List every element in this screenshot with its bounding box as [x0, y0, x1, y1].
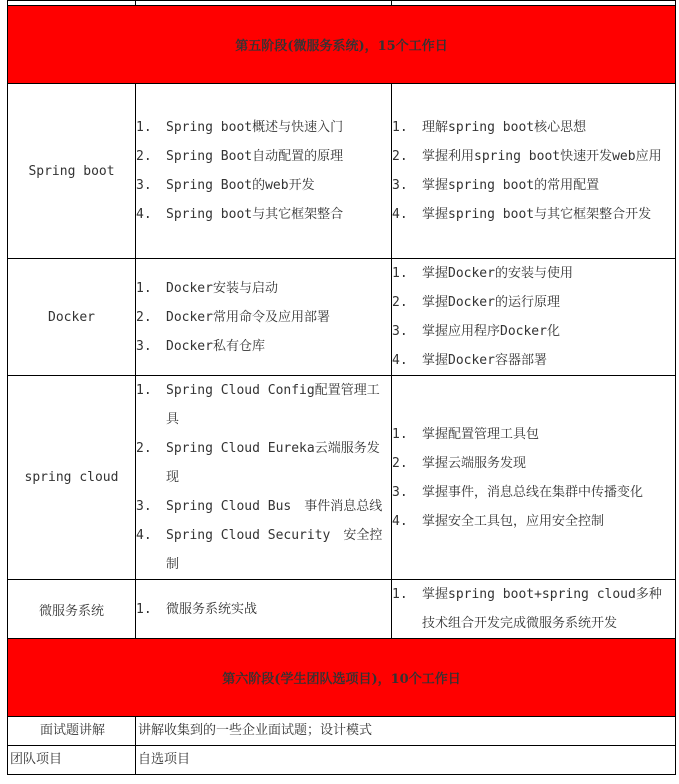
module-goals-cell — [392, 259, 676, 376]
module-goals-cell — [392, 580, 676, 639]
content-list — [136, 113, 391, 229]
module-goals-cell — [392, 376, 676, 580]
list-item: 2. 掌握云端服务发现 — [392, 455, 527, 471]
goals-list — [392, 420, 675, 536]
list-item: 3. 掌握spring boot的常用配置 — [392, 178, 600, 193]
module-name: Spring boot — [8, 84, 136, 259]
row-content: 自选项目 — [136, 746, 676, 775]
list-item: 4. 掌握Docker容器部署 — [392, 353, 547, 368]
list-item: 1. Spring Cloud Config配置管理工具 — [136, 383, 380, 427]
content-list — [136, 376, 391, 579]
module-content-cell — [136, 259, 392, 376]
list-item: 1. 微服务系统实战 — [136, 601, 258, 617]
stage6-header-row — [8, 639, 676, 717]
list-item: 2. Spring Cloud Eureka云端服务发现 — [136, 441, 380, 485]
goals-list — [392, 259, 675, 375]
list-item: 4. 掌握安全工具包，应用安全控制 — [392, 513, 605, 529]
list-item: 2. 掌握利用spring boot快速开发web应用 — [392, 149, 662, 164]
list-item: 2. Spring Boot自动配置的原理 — [136, 149, 344, 164]
list-item: 4. Spring Cloud Security 安全控制 — [136, 528, 383, 572]
list-item: 3. 掌握应用程序Docker化 — [392, 324, 560, 339]
module-content-cell — [136, 84, 392, 259]
content-list — [136, 274, 391, 361]
goals-list — [392, 580, 675, 638]
list-item: 1. 掌握配置管理工具包 — [392, 426, 540, 442]
module-row-microservice-system — [8, 580, 676, 639]
module-content-cell — [136, 376, 392, 580]
stage6-row-interview — [8, 717, 676, 746]
list-item: 3. 掌握事件，消息总线在集群中传播变化 — [392, 484, 644, 500]
row-name: 团队项目 — [8, 746, 136, 775]
content-list — [136, 595, 391, 624]
curriculum-sheet — [7, 0, 675, 775]
row-name: 面试题讲解 — [8, 717, 136, 746]
list-item: 2. Docker常用命令及应用部署 — [136, 309, 330, 325]
list-item: 4. 掌握spring boot与其它框架整合开发 — [392, 207, 652, 222]
stage5-title: 第五阶段(微服务系统)，15个工作日 — [8, 6, 676, 84]
list-item: 1. 掌握Docker的安装与使用 — [392, 266, 573, 281]
list-item: 3. Docker私有仓库 — [136, 338, 265, 354]
module-content-cell — [136, 580, 392, 639]
list-item: 1. Spring boot概述与快速入门 — [136, 120, 344, 135]
goals-list — [392, 113, 675, 229]
module-row-spring-boot — [8, 84, 676, 259]
stage6-title: 第六阶段(学生团队选项目)，10个工作日 — [8, 639, 676, 717]
module-name: spring cloud — [8, 376, 136, 580]
row-content: 讲解收集到的一些企业面试题；设计模式 — [136, 717, 676, 746]
module-name: 微服务系统 — [8, 580, 136, 639]
list-item: 3. Spring Boot的web开发 — [136, 178, 315, 193]
list-item: 1. 理解spring boot核心思想 — [392, 120, 587, 135]
module-goals-cell — [392, 84, 676, 259]
list-item: 1. Docker安装与启动 — [136, 280, 278, 296]
module-name: Docker — [8, 259, 136, 376]
module-row-docker — [8, 259, 676, 376]
list-item: 4. Spring boot与其它框架整合 — [136, 207, 344, 222]
stage5-header-row — [8, 6, 676, 84]
curriculum-table — [7, 0, 676, 775]
module-row-spring-cloud — [8, 376, 676, 580]
list-item: 3. Spring Cloud Bus 事件消息总线 — [136, 499, 383, 514]
list-item: 1. 掌握spring boot+spring cloud多种技术组合开发完成微服务系统开发 — [392, 587, 662, 631]
stage6-row-team-project — [8, 746, 676, 775]
list-item: 2. 掌握Docker的运行原理 — [392, 295, 560, 310]
